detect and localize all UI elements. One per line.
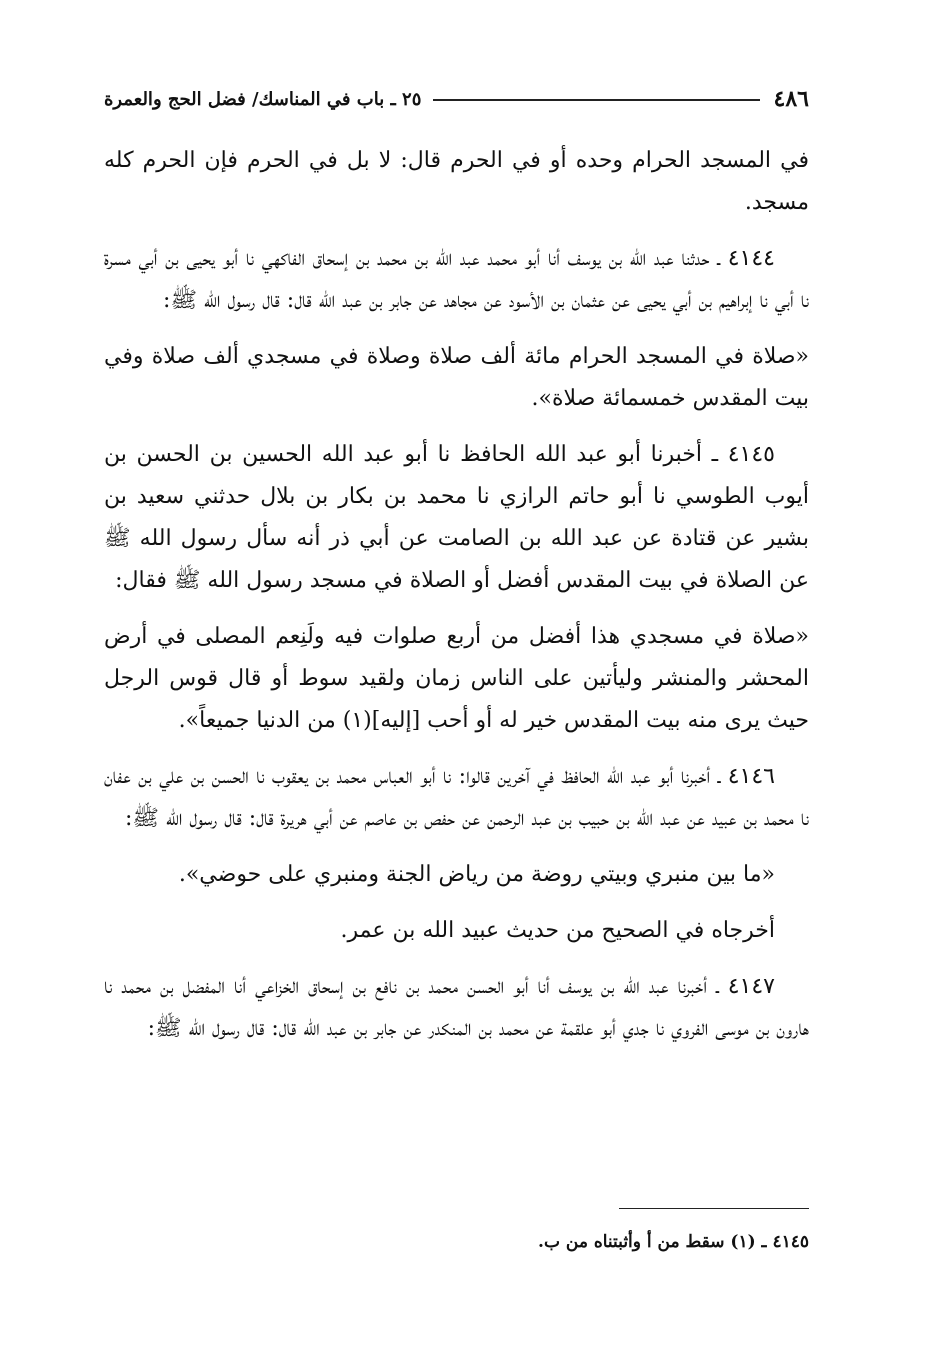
hadith-4146-text: «ما بين منبري وبيتي روضة من رياض الجنة ومنبري على حوضي». [178,862,775,887]
hadith-4146-isnad: ٤١٤٦ ـ أخبرنا أبو عبد الله الحافظ في آخرين قالوا: نا أبو العباس محمد بن يعقوب نا الحسن بن علي بن عفان نا محمد بن عبيد عن عبد الله بن حبيب بن عبد الرحمن عن حفص بن عاصم عن أبي هريرة قال: قال رسول الله ﷺ: [104,764,809,831]
hadith-4144-isnad: ٤١٤٤ ـ حدثنا عبد الله بن يوسف أنا أبو محمد عبد الله بن محمد بن إسحاق الفاكهي نا أبو يحيى بن أبي مسرة نا أبي نا إبراهيم بن أبي يحيى عن عثمان بن الأسود عن مجاهد عن جابر بن عبد الله قال: قال رسول الله ﷺ: [104,246,809,313]
hadith-4145-text: «صلاة في مسجدي هذا أفضل من أربع صلوات فيه ولَنِعم المصلى في أرض المحشر والمنشر وليأتين على الناس زمان ولقيد سوط أو قال قوس الرجل حيث يرى منه بيت المقدس خير له أو أحب [إليه](١) من الدنيا جميعاً». [104,624,809,733]
footnote-separator [619,1208,809,1209]
hadith-4146-takhrij: أخرجاه في الصحيح من حديث عبيد الله بن عمر. [340,918,775,943]
page-body [104,140,809,1064]
running-header [104,84,809,114]
header-rule [433,99,759,101]
hadith-4145-isnad: ٤١٤٥ ـ أخبرنا أبو عبد الله الحافظ نا أبو عبد الله الحسين بن الحسن بن أيوب الطوسي نا أبو حاتم الرازي نا محمد بن بكار بن بلال حدثني سعيد بن بشير عن قتادة عن عبد الله بن الصامت عن أبي ذر أنه سأل رسول الله ﷺ عن الصلاة في بيت المقدس أفضل أو الصلاة في مسجد رسول الله ﷺ فقال: [104,442,809,593]
page-number: ٤٨٦ [773,86,809,112]
footnote: ٤١٤٥ ـ (١) سقط من أ وأثبتناه من ب. [538,1232,809,1252]
chapter-title: ٢٥ ـ باب في المناسك/ فضل الحج والعمرة [104,88,422,110]
hadith-4144-text: «صلاة في المسجد الحرام مائة ألف صلاة وصلاة في مسجدي ألف صلاة وفي بيت المقدس خمسمائة صلاة». [104,344,809,411]
hadith-4147-isnad: ٤١٤٧ ـ أخبرنا عبد الله بن يوسف أنا أبو الحسن محمد بن نافع بن إسحاق الخزاعي أنا المفضل بن محمد نا هارون بن موسى الفروي نا جدي أبو علقمة عن محمد بن المنكدر عن جابر بن عبد الله قال: قال رسول الله ﷺ: [104,974,809,1041]
paragraph-continuation: في المسجد الحرام وحده أو في الحرم قال: لا بل في الحرم فإن الحرم كله مسجد. [104,148,809,215]
